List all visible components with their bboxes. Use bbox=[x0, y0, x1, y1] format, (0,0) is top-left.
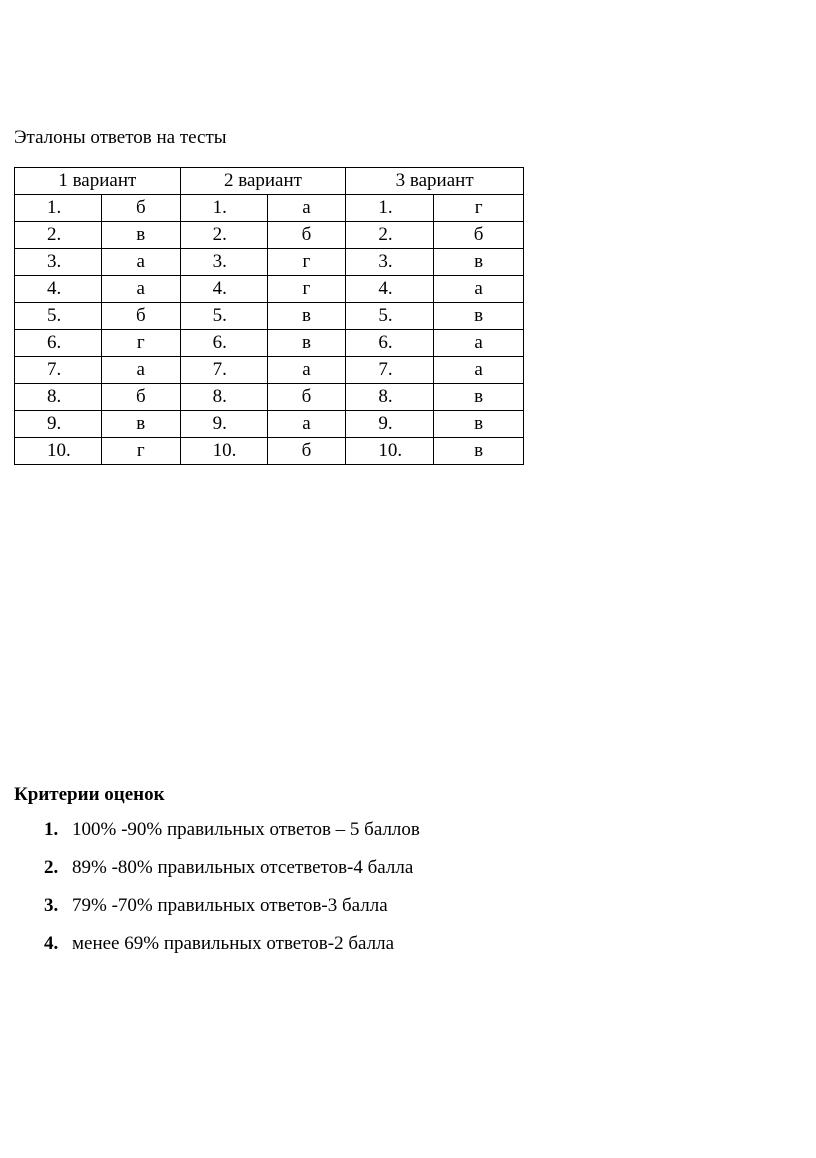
answer-cell: б bbox=[101, 303, 180, 330]
question-number-cell: 3. bbox=[15, 249, 102, 276]
criteria-list bbox=[44, 818, 420, 970]
table-row bbox=[15, 222, 524, 249]
table-row bbox=[15, 249, 524, 276]
answer-cell: в bbox=[101, 411, 180, 438]
question-number-cell: 8. bbox=[180, 384, 267, 411]
answer-cell: а bbox=[434, 276, 524, 303]
variant-header: 1 вариант bbox=[15, 168, 181, 195]
page-title: Эталоны ответов на тесты bbox=[14, 127, 227, 148]
question-number-cell: 4. bbox=[15, 276, 102, 303]
question-number-cell: 8. bbox=[346, 384, 434, 411]
question-number-cell: 10. bbox=[180, 438, 267, 465]
item-number: 1. bbox=[44, 819, 59, 840]
question-number-cell: 4. bbox=[180, 276, 267, 303]
criteria-title: Критерии оценок bbox=[14, 784, 165, 805]
question-number-cell: 5. bbox=[180, 303, 267, 330]
answer-cell: в bbox=[267, 303, 346, 330]
answer-cell: а bbox=[267, 357, 346, 384]
variant-header: 3 вариант bbox=[346, 168, 524, 195]
answer-cell: б bbox=[101, 195, 180, 222]
answer-cell: б bbox=[267, 438, 346, 465]
answer-cell: б bbox=[267, 384, 346, 411]
answer-cell: в bbox=[434, 303, 524, 330]
answer-cell: б bbox=[101, 384, 180, 411]
answer-cell: г bbox=[267, 249, 346, 276]
item-text: 79% -70% правильных ответов-3 балла bbox=[72, 895, 388, 916]
answer-cell: в bbox=[434, 384, 524, 411]
answer-cell: а bbox=[267, 195, 346, 222]
question-number-cell: 7. bbox=[180, 357, 267, 384]
item-number: 2. bbox=[44, 857, 59, 878]
answer-cell: г bbox=[101, 330, 180, 357]
item-text: 89% -80% правильных отсетветов-4 балла bbox=[72, 857, 414, 878]
answer-cell: г bbox=[434, 195, 524, 222]
answer-cell: а bbox=[101, 276, 180, 303]
table-row bbox=[15, 276, 524, 303]
answer-cell: в bbox=[434, 249, 524, 276]
question-number-cell: 10. bbox=[15, 438, 102, 465]
question-number-cell: 5. bbox=[15, 303, 102, 330]
answers-table bbox=[14, 167, 524, 465]
answer-cell: в bbox=[267, 330, 346, 357]
question-number-cell: 3. bbox=[180, 249, 267, 276]
question-number-cell: 2. bbox=[180, 222, 267, 249]
table-row bbox=[15, 330, 524, 357]
question-number-cell: 6. bbox=[346, 330, 434, 357]
question-number-cell: 9. bbox=[180, 411, 267, 438]
answer-cell: а bbox=[267, 411, 346, 438]
question-number-cell: 1. bbox=[346, 195, 434, 222]
question-number-cell: 8. bbox=[15, 384, 102, 411]
answer-cell: а bbox=[101, 357, 180, 384]
question-number-cell: 9. bbox=[15, 411, 102, 438]
question-number-cell: 3. bbox=[346, 249, 434, 276]
question-number-cell: 1. bbox=[180, 195, 267, 222]
item-number: 3. bbox=[44, 895, 59, 916]
table-row bbox=[15, 411, 524, 438]
answer-cell: б bbox=[434, 222, 524, 249]
variant-header: 2 вариант bbox=[180, 168, 346, 195]
question-number-cell: 9. bbox=[346, 411, 434, 438]
table-row bbox=[15, 438, 524, 465]
question-number-cell: 4. bbox=[346, 276, 434, 303]
answer-cell: г bbox=[101, 438, 180, 465]
list-item bbox=[44, 818, 420, 856]
answer-cell: в bbox=[101, 222, 180, 249]
question-number-cell: 2. bbox=[15, 222, 102, 249]
table-row bbox=[15, 384, 524, 411]
item-text: 100% -90% правильных ответов – 5 баллов bbox=[72, 819, 420, 840]
question-number-cell: 7. bbox=[346, 357, 434, 384]
list-item bbox=[44, 856, 420, 894]
question-number-cell: 6. bbox=[15, 330, 102, 357]
table-row bbox=[15, 303, 524, 330]
table-row bbox=[15, 357, 524, 384]
item-text: менее 69% правильных ответов-2 балла bbox=[72, 933, 394, 954]
question-number-cell: 10. bbox=[346, 438, 434, 465]
question-number-cell: 7. bbox=[15, 357, 102, 384]
answer-cell: в bbox=[434, 438, 524, 465]
question-number-cell: 5. bbox=[346, 303, 434, 330]
list-item bbox=[44, 894, 420, 932]
answer-cell: а bbox=[434, 357, 524, 384]
item-number: 4. bbox=[44, 933, 59, 954]
answer-cell: б bbox=[267, 222, 346, 249]
question-number-cell: 6. bbox=[180, 330, 267, 357]
question-number-cell: 2. bbox=[346, 222, 434, 249]
answer-cell: а bbox=[434, 330, 524, 357]
question-number-cell: 1. bbox=[15, 195, 102, 222]
table-header-row bbox=[15, 168, 524, 195]
answer-cell: г bbox=[267, 276, 346, 303]
answer-cell: а bbox=[101, 249, 180, 276]
answer-cell: в bbox=[434, 411, 524, 438]
list-item bbox=[44, 932, 420, 970]
table-row bbox=[15, 195, 524, 222]
